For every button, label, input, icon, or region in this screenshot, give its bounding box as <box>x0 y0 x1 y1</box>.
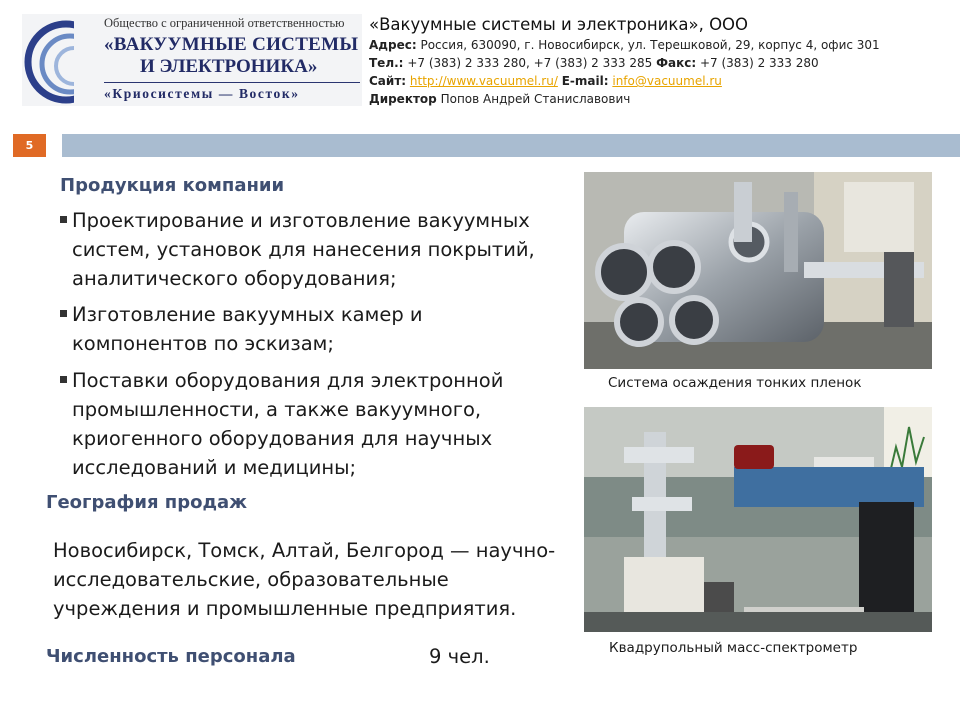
logo-line-1: Общество с ограниченной ответственностью <box>104 16 345 30</box>
geography-heading: География продаж <box>46 492 248 513</box>
staff-value: 9 чел. <box>429 645 490 668</box>
phone-label: Тел.: <box>369 56 404 70</box>
email-link[interactable]: info@vacuumel.ru <box>612 74 722 88</box>
photo-caption-2: Квадрупольный масс-спектрометр <box>609 640 858 656</box>
bullet-icon <box>60 310 67 317</box>
product-item-text: Проектирование и изготовление вакуумных систем, установок для нанесения покрытий, аналитического оборудования; <box>72 209 535 290</box>
site-label: Сайт: <box>369 74 407 88</box>
staff-label: Численность персонала <box>46 646 296 667</box>
photo-caption-1: Система осаждения тонких пленок <box>608 375 862 391</box>
logo-line-3: И ЭЛЕКТРОНИКА» <box>140 56 318 77</box>
site-row <box>369 74 880 88</box>
logo-line-2: «ВАКУУМНЫЕ СИСТЕМЫ <box>104 34 359 55</box>
page-number: 5 <box>13 134 46 157</box>
title-bar <box>62 134 960 157</box>
company-name: «Вакуумные системы и электроника», ООО <box>369 15 749 34</box>
site-link[interactable]: http://www.vacuumel.ru/ <box>409 74 558 88</box>
deposition-system-image <box>584 172 932 369</box>
bullet-icon <box>60 216 67 223</box>
address-row <box>369 38 880 52</box>
bullet-icon <box>60 376 67 383</box>
mass-spectrometer-image <box>584 407 932 632</box>
address-value: Россия, 630090, г. Новосибирск, ул. Терешковой, 29, корпус 4, офис 301 <box>420 38 880 52</box>
company-header <box>369 15 880 106</box>
products-heading: Продукция компании <box>60 175 285 196</box>
product-item-text: Изготовление вакуумных камер и компонентов по эскизам; <box>72 303 423 355</box>
fax-value: +7 (383) 2 333 280 <box>699 56 819 70</box>
product-item-3 <box>60 366 560 482</box>
product-item-text: Поставки оборудования для электронной промышленности, а также вакуумного, криогенного оборудования для научных исследований и медицины; <box>72 369 504 479</box>
email-label: E-mail: <box>561 74 609 88</box>
product-item-2 <box>60 300 560 358</box>
address-label: Адрес: <box>369 38 417 52</box>
company-logo <box>22 14 362 106</box>
director-row <box>369 92 880 106</box>
product-item-1 <box>60 206 560 293</box>
phone-value: +7 (383) 2 333 280, +7 (383) 2 333 285 <box>407 56 653 70</box>
phone-row <box>369 56 880 70</box>
geography-text: Новосибирск, Томск, Алтай, Белгород — научно-исследовательские, образовательные учреждения и промышленные предприятия. <box>53 539 556 620</box>
photo-deposition-system <box>584 172 932 369</box>
director-value: Попов Андрей Станиславович <box>440 92 631 106</box>
fax-label: Факс: <box>656 56 697 70</box>
director-label: Директор <box>369 92 437 106</box>
photo-mass-spectrometer <box>584 407 932 632</box>
logo-divider <box>104 82 360 83</box>
logo-line-4: «Криосистемы — Восток» <box>104 86 300 101</box>
logo-rings-icon <box>22 14 104 106</box>
